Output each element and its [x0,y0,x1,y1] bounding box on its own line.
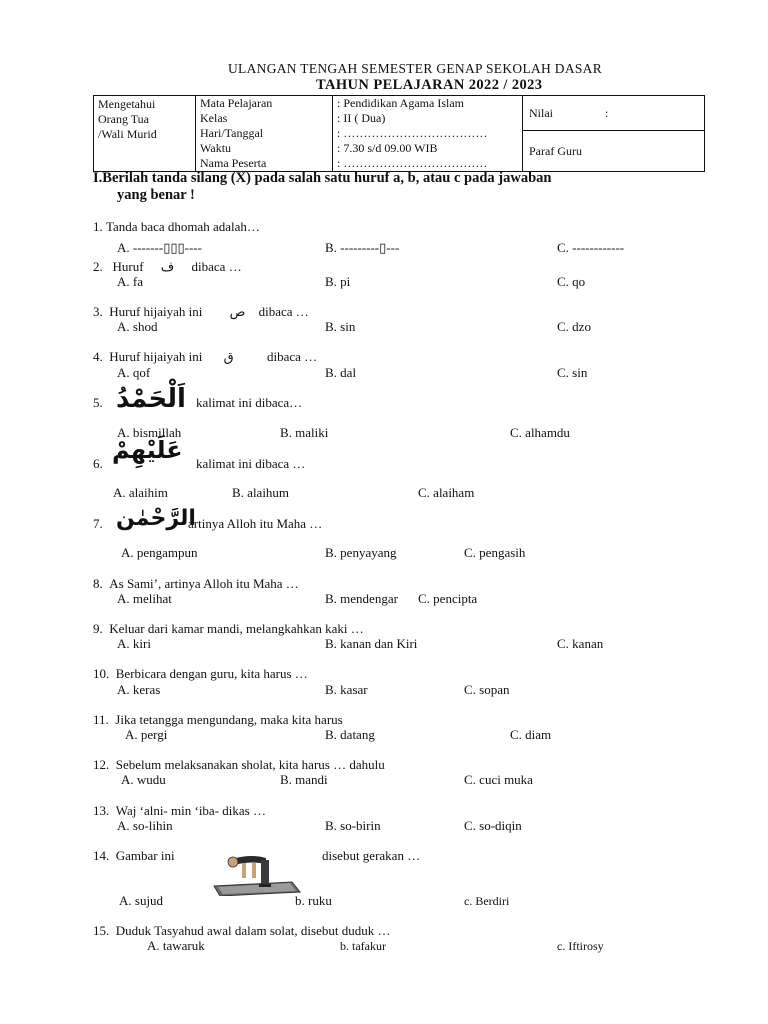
question-2: 2. Huruf ف dibaca … [93,259,242,275]
q5-option-b[interactable]: B. maliki [280,425,329,440]
question-12: 12. Sebelum melaksanakan sholat, kita harus … dahulu [93,757,385,772]
q13-option-b[interactable]: B. so-birin [325,818,381,833]
q12-option-a[interactable]: A. wudu [121,772,166,787]
q6-option-a[interactable]: A. alaihim [113,485,168,500]
date-label: Hari/Tanggal [200,126,264,140]
arabic-letter-qof: ق [223,350,234,365]
question-14: 14. Gambar ini [93,848,175,863]
question-6-text: kalimat ini dibaca … [196,456,306,471]
subject-label: Mata Pelajaran [200,96,273,110]
q13-option-a[interactable]: A. so-lihin [117,818,173,833]
q7-option-a[interactable]: A. pengampun [121,545,198,560]
q2-option-a[interactable]: A. fa [117,274,143,289]
score-label: Nilai [529,105,553,120]
q15-option-c[interactable]: c. Iftirosy [557,939,604,953]
orang-tua-label: Orang Tua [98,112,150,126]
q14-option-a[interactable]: A. sujud [119,893,164,908]
date-field[interactable]: : ……………………………… [337,126,488,140]
q14-option-b[interactable]: b. ruku [295,893,332,908]
arabic-word-alaihim: عَلَيْهِمْ [112,436,183,464]
q9-option-c[interactable]: C. kanan [557,636,604,651]
question-3: 3. Huruf hijaiyah ini ص dibaca … [93,304,309,320]
q2-option-c[interactable]: C. qo [557,274,586,289]
q3-option-b[interactable]: B. sin [325,319,356,334]
field-labels-cell [196,96,333,172]
q15-option-a[interactable]: A. tawaruk [147,938,205,953]
q10-option-b[interactable]: B. kasar [325,682,368,697]
question-15: 15. Duduk Tasyahud awal dalam solat, disebut duduk … [93,923,391,938]
question-5-text: kalimat ini dibaca… [196,395,303,410]
question-1: 1. Tanda baca dhomah adalah… [93,219,260,234]
q1-option-a[interactable]: A. -------▯▯▯--‐- [117,240,202,255]
class-value: : II ( Dua) [337,111,386,125]
class-label: Kelas [200,111,228,125]
q4-option-b[interactable]: B. dal [325,365,357,380]
q12-option-b[interactable]: B. mandi [280,772,328,787]
q8-option-b[interactable]: B. mendengar [325,591,398,606]
q1-option-c[interactable]: C. ------------ [557,240,625,255]
question-13: 13. Waj ‘alni- min ‘iba- dikas … [93,803,266,818]
score-cell[interactable] [523,96,705,131]
q10-option-c[interactable]: C. sopan [464,682,510,697]
q4-option-a[interactable]: A. qof [117,365,151,380]
q9-option-a[interactable]: A. kiri [117,636,151,651]
q6-option-c[interactable]: C. alaiham [418,485,475,500]
question-11: 11. Jika tetangga mengundang, maka kita harus [93,712,343,727]
mengetahui-label: Mengetahui [98,97,156,111]
question-14-text: disebut gerakan … [322,848,421,863]
q9-option-b[interactable]: B. kanan dan Kiri [325,636,418,651]
q3-option-c[interactable]: C. dzo [557,319,591,334]
q11-option-a[interactable]: A. pergi [125,727,168,742]
question-5-number: 5. [93,395,103,410]
name-label: Nama Peserta [200,156,267,170]
q7-option-c[interactable]: C. pengasih [464,545,526,560]
field-values-cell [333,96,523,172]
exam-title: ULANGAN TENGAH SEMESTER GENAP SEKOLAH DASAR [228,61,603,76]
question-7-number: 7. [93,516,103,531]
q5-option-c[interactable]: C. alhamdu [510,425,570,440]
question-9: 9. Keluar dari kamar mandi, melangkahkan kaki … [93,621,364,636]
teacher-signature-cell[interactable] [523,131,705,172]
q7-option-b[interactable]: B. penyayang [325,545,397,560]
instruction-line-1: I.Berilah tanda silang (X) pada salah satu huruf a, b, atau c pada jawaban [93,170,552,186]
student-info-table [93,95,705,172]
q8-option-a[interactable]: A. melihat [117,591,172,606]
q2-option-b[interactable]: B. pi [325,274,351,289]
ruku-figure-icon [206,848,302,896]
teacher-signature-label: Paraf Guru [529,143,582,158]
q15-option-b[interactable]: b. tafakur [340,939,386,953]
q8-option-c[interactable]: C. pencipta [418,591,478,606]
name-field[interactable]: : ……………………………… [337,156,488,170]
q1-option-b[interactable]: B. --------‐▯‐-- [325,240,400,255]
q11-option-b[interactable]: B. datang [325,727,375,742]
question-7-text: artinya Alloh itu Maha … [188,516,323,531]
q12-option-c[interactable]: C. cuci muka [464,772,533,787]
q6-option-b[interactable]: B. alaihum [232,485,290,500]
subject-value: : Pendidikan Agama Islam [337,96,464,110]
arabic-word-arrahman: الرَّحْمٰن [116,506,196,531]
question-4: 4. Huruf hijaiyah ini ق dibaca … [93,349,318,365]
school-year: TAHUN PELAJARAN 2022 / 2023 [316,77,543,93]
q3-option-a[interactable]: A. shod [117,319,158,334]
q5-option-a[interactable]: A. bismillah [117,425,182,440]
wali-murid-label: /Wali Murid [98,127,157,141]
time-value: : 7.30 s/d 09.00 WIB [337,141,438,155]
score-colon: : [605,105,609,120]
question-10: 10. Berbicara dengan guru, kita harus … [93,666,308,681]
q14-option-c[interactable]: c. Berdiri [464,894,510,908]
arabic-letter-shod: ص [229,305,246,320]
time-label: Waktu [200,141,232,155]
q11-option-c[interactable]: C. diam [510,727,552,742]
q13-option-c[interactable]: C. so-diqin [464,818,522,833]
q4-option-c[interactable]: C. sin [557,365,588,380]
question-6-number: 6. [93,456,103,471]
parent-signature-cell [94,96,196,172]
instruction-line-2: yang benar ! [117,187,195,203]
arabic-letter-fa: ف [160,260,175,275]
arabic-word-alhamdu: اَلْحَمْدُ [116,384,186,414]
q10-option-a[interactable]: A. keras [117,682,161,697]
question-8: 8. As Sami’, artinya Alloh itu Maha … [93,576,299,591]
